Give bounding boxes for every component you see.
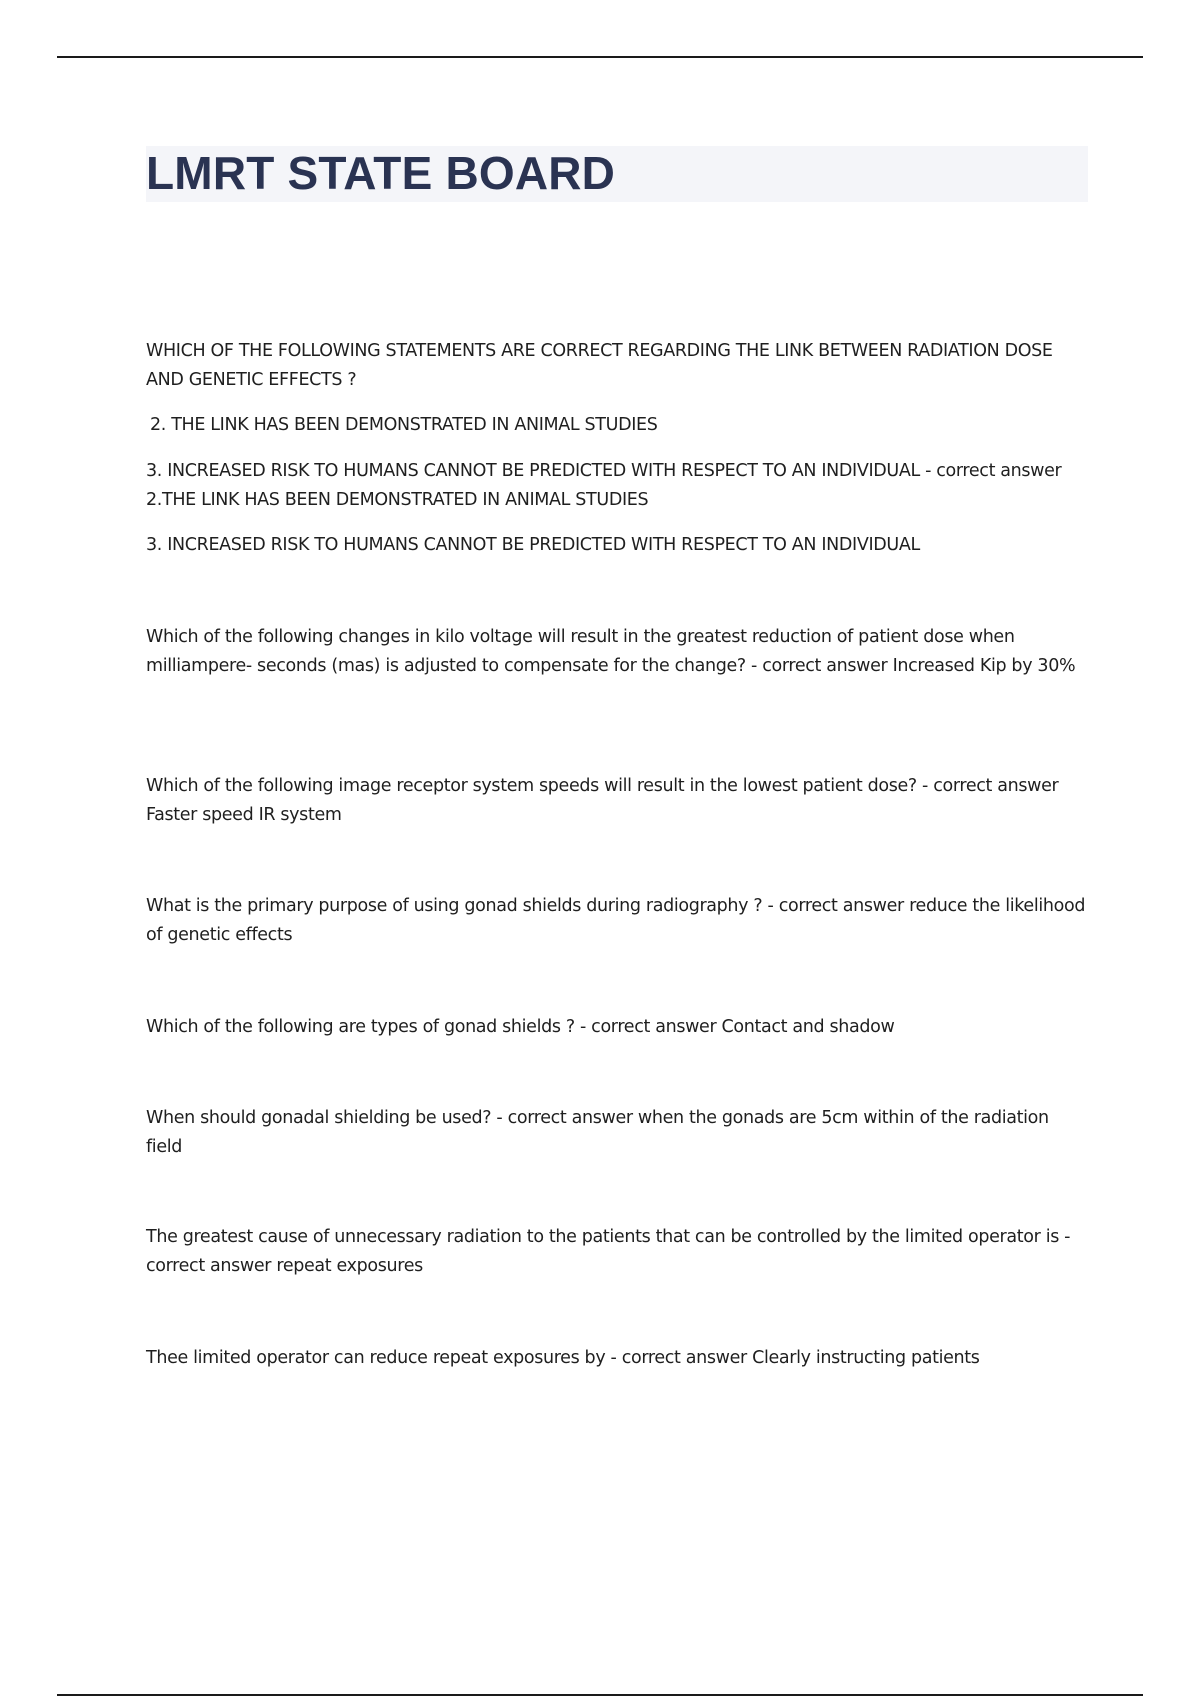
question-4: What is the primary purpose of using gonad shields during radiography ? - correct answer reduce the likelihood of genetic effects (146, 896, 1086, 945)
question-1-option-2: 2. THE LINK HAS BEEN DEMONSTRATED IN ANIMAL STUDIES (150, 415, 658, 435)
question-8: Thee limited operator can reduce repeat exposures by - correct answer Clearly instructing patients (146, 1348, 980, 1368)
document-title: LMRT STATE BOARD (146, 147, 616, 199)
question-7: The greatest cause of unnecessary radiation to the patients that can be controlled by the limited operator is - correct answer repeat exposures (146, 1227, 1071, 1276)
question-5: Which of the following are types of gonad shields ? - correct answer Contact and shadow (146, 1017, 895, 1037)
question-1-answer-continued: 3. INCREASED RISK TO HUMANS CANNOT BE PREDICTED WITH RESPECT TO AN INDIVIDUAL (146, 535, 920, 555)
question-1-stem: WHICH OF THE FOLLOWING STATEMENTS ARE CORRECT REGARDING THE LINK BETWEEN RADIATION DOSE AND GENETIC EFFECTS ? (146, 341, 1053, 390)
top-rule (57, 56, 1143, 58)
question-1-option-3-answer: 3. INCREASED RISK TO HUMANS CANNOT BE PREDICTED WITH RESPECT TO AN INDIVIDUAL - correct answer 2.THE LINK HAS BEEN DEMONSTRATED IN ANIMAL STUDIES (146, 461, 1062, 510)
question-6: When should gonadal shielding be used? - correct answer when the gonads are 5cm within of the radiation field (146, 1108, 1049, 1157)
question-3: Which of the following image receptor system speeds will result in the lowest patient dose? - correct answer Faster speed IR system (146, 776, 1059, 825)
bottom-rule (57, 1694, 1143, 1696)
question-2: Which of the following changes in kilo voltage will result in the greatest reduction of patient dose when milliampere- seconds (mas) is adjusted to compensate for the change? - correct answer Increased Kip by 30% (146, 627, 1076, 676)
